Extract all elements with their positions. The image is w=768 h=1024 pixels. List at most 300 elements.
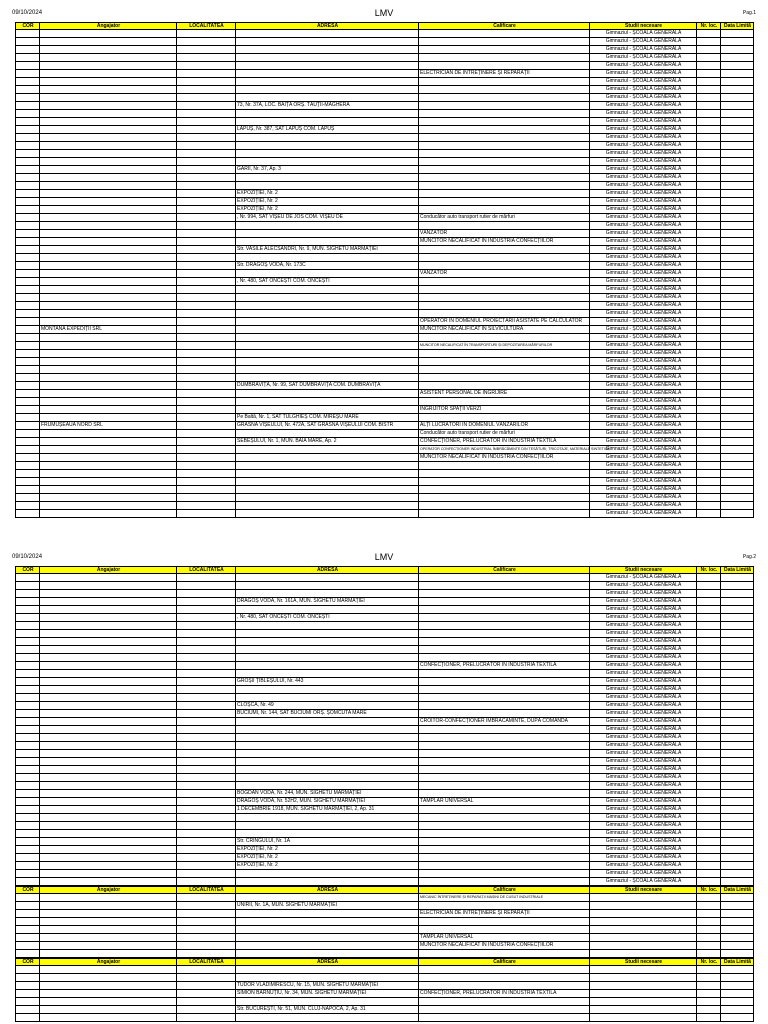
table-row xyxy=(15,262,754,270)
table-cell: Gimnaziul - ȘCOALĂ GENERALĂ xyxy=(589,502,696,510)
table-cell xyxy=(720,158,754,166)
table-cell xyxy=(720,54,754,62)
table-row xyxy=(15,62,754,70)
table-cell: 73, Nr. 37A, LOC. BAIȚA ORȘ. TĂUȚII-MĂGHERĂ xyxy=(235,102,418,110)
table-cell xyxy=(696,206,720,214)
table-cell xyxy=(235,310,418,318)
table-cell xyxy=(176,766,235,774)
table-cell xyxy=(418,726,589,734)
table-cell xyxy=(15,718,39,726)
table-cell: ÎNGRIJITOR SPAȚII VERZI xyxy=(418,406,589,414)
table-row xyxy=(15,286,754,294)
table-cell xyxy=(696,414,720,422)
table-row xyxy=(15,174,754,182)
table-cell xyxy=(176,590,235,598)
table-cell xyxy=(696,102,720,110)
table-cell xyxy=(39,382,176,390)
table-row xyxy=(15,742,754,750)
table-cell xyxy=(696,902,720,910)
table-cell xyxy=(39,46,176,54)
table-cell xyxy=(15,38,39,46)
table-cell: Str. DRAGOȘ VODĂ, Nr. 173C xyxy=(235,262,418,270)
table-cell xyxy=(696,430,720,438)
table-cell xyxy=(418,310,589,318)
table-cell xyxy=(235,94,418,102)
table-cell xyxy=(418,862,589,870)
table-row xyxy=(15,582,754,590)
table-row xyxy=(15,798,754,806)
table-cell xyxy=(176,54,235,62)
table-cell xyxy=(720,270,754,278)
table-cell xyxy=(418,598,589,606)
column-header: COR xyxy=(15,22,39,30)
table-cell xyxy=(696,62,720,70)
table-cell xyxy=(39,190,176,198)
table-cell xyxy=(720,30,754,38)
table-cell xyxy=(176,190,235,198)
table-cell: Gimnaziul - ȘCOALĂ GENERALĂ xyxy=(589,646,696,654)
table-row xyxy=(15,478,754,486)
table-cell xyxy=(235,398,418,406)
table-cell xyxy=(720,174,754,182)
table-cell xyxy=(15,166,39,174)
table-cell: Gimnaziul - ȘCOALĂ GENERALĂ xyxy=(589,398,696,406)
table-cell xyxy=(176,78,235,86)
table-row xyxy=(15,926,754,934)
table-row xyxy=(15,382,754,390)
table-cell xyxy=(696,710,720,718)
table-cell xyxy=(235,134,418,142)
table-cell xyxy=(418,86,589,94)
table-cell xyxy=(720,134,754,142)
table-cell xyxy=(418,878,589,886)
table-cell xyxy=(696,790,720,798)
table-cell xyxy=(39,470,176,478)
table-cell: Gimnaziul - ȘCOALĂ GENERALĂ xyxy=(589,230,696,238)
table-cell xyxy=(39,806,176,814)
table-cell xyxy=(720,902,754,910)
table-row xyxy=(15,590,754,598)
table-cell xyxy=(696,894,720,902)
table-cell xyxy=(696,990,720,998)
table-cell xyxy=(39,750,176,758)
table-row xyxy=(15,494,754,502)
table-cell xyxy=(176,182,235,190)
table-cell xyxy=(39,78,176,86)
table-cell xyxy=(39,150,176,158)
table-row xyxy=(15,214,754,222)
column-header: Calificare xyxy=(418,22,589,30)
table-cell: Gimnaziul - ȘCOALĂ GENERALĂ xyxy=(589,222,696,230)
table-cell xyxy=(39,254,176,262)
table-row xyxy=(15,790,754,798)
table-cell xyxy=(696,286,720,294)
table-cell xyxy=(418,766,589,774)
table-cell xyxy=(589,1014,696,1022)
table-cell xyxy=(418,638,589,646)
table-cell xyxy=(15,646,39,654)
table-cell xyxy=(176,470,235,478)
table-cell xyxy=(696,510,720,518)
table-cell xyxy=(720,662,754,670)
table-cell xyxy=(418,470,589,478)
table-cell xyxy=(720,998,754,1006)
table-cell xyxy=(176,782,235,790)
table-cell xyxy=(39,582,176,590)
table-cell xyxy=(418,38,589,46)
table-cell xyxy=(418,950,589,958)
table-cell xyxy=(235,718,418,726)
table-row xyxy=(15,726,754,734)
table-cell xyxy=(39,870,176,878)
table-cell: UNIRII, Nr. 1A, MUN. SIGHETU MARMAȚIEI xyxy=(235,902,418,910)
table-row xyxy=(15,350,754,358)
table-cell xyxy=(696,950,720,958)
table-cell xyxy=(696,302,720,310)
table-cell xyxy=(696,814,720,822)
table-row xyxy=(15,718,754,726)
table-cell xyxy=(235,350,418,358)
report-date: 09/10/2024 xyxy=(12,10,43,16)
table-cell: Gimnaziul - ȘCOALĂ GENERALĂ xyxy=(589,878,696,886)
table-cell xyxy=(15,390,39,398)
table-row xyxy=(15,126,754,134)
table-cell xyxy=(696,254,720,262)
table-cell xyxy=(176,726,235,734)
table-cell xyxy=(176,358,235,366)
table-cell xyxy=(39,430,176,438)
table-cell xyxy=(176,134,235,142)
table-cell xyxy=(720,190,754,198)
table-cell: EXPOZIȚIEI, Nr. 2 xyxy=(235,206,418,214)
table-cell xyxy=(15,150,39,158)
table-cell xyxy=(418,166,589,174)
table-cell: Gimnaziul - ȘCOALĂ GENERALĂ xyxy=(589,806,696,814)
table-cell xyxy=(696,622,720,630)
table-cell: Gimnaziul - ȘCOALĂ GENERALĂ xyxy=(589,774,696,782)
table-cell xyxy=(15,990,39,998)
table-cell xyxy=(720,414,754,422)
table-cell xyxy=(418,646,589,654)
table-cell xyxy=(176,166,235,174)
table-cell xyxy=(39,726,176,734)
table-cell xyxy=(235,230,418,238)
table-row xyxy=(15,198,754,206)
table-cell xyxy=(15,734,39,742)
table-cell xyxy=(720,366,754,374)
table-cell xyxy=(696,1006,720,1014)
table-cell xyxy=(418,870,589,878)
table-cell xyxy=(176,294,235,302)
table-cell xyxy=(39,838,176,846)
table-cell: BUCIUMI, Nr. 144, SAT BUCIUMI ORȘ. ȘOMCUTA MARE xyxy=(235,710,418,718)
table-cell: Gimnaziul - ȘCOALĂ GENERALĂ xyxy=(589,110,696,118)
table-cell xyxy=(418,654,589,662)
table-cell xyxy=(176,326,235,334)
table-cell xyxy=(720,350,754,358)
table-cell xyxy=(418,750,589,758)
table-cell xyxy=(15,486,39,494)
table-cell xyxy=(176,638,235,646)
table-row xyxy=(15,734,754,742)
table-cell xyxy=(720,446,754,454)
table-cell xyxy=(235,630,418,638)
table-cell xyxy=(39,894,176,902)
table-cell: GRASNA VIȘEULUI, Nr. 472A, SAT GRASNA VIȘEULUI COM. BISTR xyxy=(235,422,418,430)
table-cell xyxy=(720,430,754,438)
table-cell xyxy=(176,150,235,158)
table-cell xyxy=(15,62,39,70)
table-cell xyxy=(15,710,39,718)
table-row xyxy=(15,166,754,174)
table-cell xyxy=(176,406,235,414)
table-cell xyxy=(176,318,235,326)
table-cell: Pe Baltă, Nr. 1, SAT TULGHIEȘ COM. MIREȘU MARE xyxy=(235,414,418,422)
table-cell xyxy=(39,390,176,398)
table-cell xyxy=(176,894,235,902)
table-cell xyxy=(235,366,418,374)
table-cell xyxy=(235,326,418,334)
table-cell xyxy=(720,310,754,318)
table-cell xyxy=(15,142,39,150)
table-cell xyxy=(39,406,176,414)
table-cell xyxy=(176,270,235,278)
table-row xyxy=(15,622,754,630)
table-cell xyxy=(39,318,176,326)
table-cell xyxy=(176,198,235,206)
table-cell xyxy=(15,854,39,862)
table-cell xyxy=(696,294,720,302)
table-cell: Gimnaziul - ȘCOALĂ GENERALĂ xyxy=(589,470,696,478)
table-cell: Gimnaziul - ȘCOALĂ GENERALĂ xyxy=(589,190,696,198)
column-header: Data Limită xyxy=(720,566,754,574)
table-cell xyxy=(176,350,235,358)
table-cell: MUNCITOR NECALIFICAT ÎN INDUSTRIA CONFECȚIILOR xyxy=(418,238,589,246)
table-cell: Gimnaziul - ȘCOALĂ GENERALĂ xyxy=(589,270,696,278)
table-cell xyxy=(696,334,720,342)
table-cell xyxy=(15,30,39,38)
table-cell xyxy=(15,366,39,374)
table-cell: Gimnaziul - ȘCOALĂ GENERALĂ xyxy=(589,798,696,806)
table-cell xyxy=(235,734,418,742)
table-cell xyxy=(696,366,720,374)
table-cell: Gimnaziul - ȘCOALĂ GENERALĂ xyxy=(589,118,696,126)
table-cell xyxy=(696,198,720,206)
table-cell xyxy=(696,926,720,934)
table-row xyxy=(15,662,754,670)
table-cell xyxy=(418,278,589,286)
table-cell xyxy=(15,782,39,790)
table-cell xyxy=(39,38,176,46)
table-cell xyxy=(235,150,418,158)
table-cell xyxy=(39,830,176,838)
table-cell xyxy=(235,486,418,494)
table-cell xyxy=(720,934,754,942)
table-cell xyxy=(696,726,720,734)
table-cell xyxy=(696,326,720,334)
table-cell xyxy=(176,246,235,254)
table-row xyxy=(15,222,754,230)
table-cell xyxy=(15,982,39,990)
table-cell: Gimnaziul - ȘCOALĂ GENERALĂ xyxy=(589,158,696,166)
table-cell xyxy=(696,142,720,150)
table-cell xyxy=(176,702,235,710)
table-cell xyxy=(696,86,720,94)
table-cell xyxy=(696,30,720,38)
table-cell: Gimnaziul - ȘCOALĂ GENERALĂ xyxy=(589,166,696,174)
table-cell: Gimnaziul - ȘCOALĂ GENERALĂ xyxy=(589,70,696,78)
table-cell: CROITOR-CONFECȚIONER ÎMBRĂCĂMINTE, DUPĂ COMANDĂ xyxy=(418,718,589,726)
table-cell xyxy=(696,806,720,814)
table-cell xyxy=(696,214,720,222)
table-cell xyxy=(720,214,754,222)
table-cell xyxy=(235,814,418,822)
table-cell xyxy=(418,262,589,270)
table-cell xyxy=(696,246,720,254)
table-cell xyxy=(176,222,235,230)
table-cell: MUNCITOR NECALIFICAT ÎN INDUSTRIA CONFECȚIILOR xyxy=(418,942,589,950)
table-cell xyxy=(696,158,720,166)
table-cell xyxy=(720,478,754,486)
table-cell xyxy=(15,830,39,838)
table-cell xyxy=(176,582,235,590)
table-cell: Gimnaziul - ȘCOALĂ GENERALĂ xyxy=(589,54,696,62)
table-cell xyxy=(720,926,754,934)
table-row xyxy=(15,814,754,822)
table-cell xyxy=(176,942,235,950)
table-cell xyxy=(235,766,418,774)
table-cell xyxy=(418,366,589,374)
table-cell: Gimnaziul - ȘCOALĂ GENERALĂ xyxy=(589,606,696,614)
table-cell xyxy=(720,38,754,46)
table-cell: Gimnaziul - ȘCOALĂ GENERALĂ xyxy=(589,390,696,398)
table-row xyxy=(15,94,754,102)
table-cell xyxy=(418,846,589,854)
table-cell xyxy=(15,838,39,846)
table-cell xyxy=(15,910,39,918)
table-cell: Str. CRÎNGULUI, Nr. 1A xyxy=(235,838,418,846)
table-row xyxy=(15,750,754,758)
table-cell xyxy=(418,502,589,510)
table-cell xyxy=(39,982,176,990)
table-cell: SEBEȘULUI, Nr. 1, MUN. BAIA MARE, Ap. 2 xyxy=(235,438,418,446)
table-cell xyxy=(39,926,176,934)
table-cell xyxy=(696,774,720,782)
table-cell xyxy=(418,998,589,1006)
table-cell xyxy=(15,278,39,286)
table-cell xyxy=(176,438,235,446)
table-cell xyxy=(176,334,235,342)
table-row xyxy=(15,942,754,950)
table-cell xyxy=(696,238,720,246)
table-cell xyxy=(39,654,176,662)
table-cell xyxy=(15,1006,39,1014)
table-cell xyxy=(720,782,754,790)
table-cell xyxy=(39,774,176,782)
page-header xyxy=(0,8,768,22)
table-cell: Gimnaziul - ȘCOALĂ GENERALĂ xyxy=(589,766,696,774)
table-cell: Gimnaziul - ȘCOALĂ GENERALĂ xyxy=(589,430,696,438)
table-row xyxy=(15,470,754,478)
table-cell xyxy=(418,710,589,718)
table-cell xyxy=(696,750,720,758)
table-cell xyxy=(39,718,176,726)
table-cell xyxy=(418,926,589,934)
table-cell: Gimnaziul - ȘCOALĂ GENERALĂ xyxy=(589,678,696,686)
table-cell xyxy=(418,966,589,974)
table-cell xyxy=(15,134,39,142)
table-cell xyxy=(235,590,418,598)
table-cell xyxy=(720,774,754,782)
table-cell xyxy=(176,854,235,862)
table-cell xyxy=(418,62,589,70)
table-row xyxy=(15,342,754,350)
table-cell xyxy=(696,166,720,174)
table-cell xyxy=(15,118,39,126)
table-cell xyxy=(720,246,754,254)
table-cell xyxy=(696,462,720,470)
column-header: LOCALITATEA xyxy=(176,958,235,966)
table-cell xyxy=(176,934,235,942)
table-cell xyxy=(696,494,720,502)
table-cell xyxy=(176,30,235,38)
table-cell xyxy=(176,678,235,686)
table-cell xyxy=(418,374,589,382)
table-cell xyxy=(15,902,39,910)
table-cell xyxy=(39,118,176,126)
table-cell xyxy=(696,318,720,326)
table-cell xyxy=(720,766,754,774)
column-header: ADRESA xyxy=(235,958,418,966)
table-cell xyxy=(720,438,754,446)
table-cell xyxy=(39,374,176,382)
table-cell xyxy=(418,1006,589,1014)
table-cell xyxy=(720,598,754,606)
table-cell xyxy=(418,814,589,822)
table-cell xyxy=(15,822,39,830)
table-cell xyxy=(176,846,235,854)
table-cell xyxy=(15,654,39,662)
table-cell xyxy=(235,638,418,646)
table-cell xyxy=(15,78,39,86)
table-cell: TÂMPLAR UNIVERSAL xyxy=(418,934,589,942)
table-cell: Gimnaziul - ȘCOALĂ GENERALĂ xyxy=(589,246,696,254)
table-row xyxy=(15,366,754,374)
table-cell xyxy=(235,294,418,302)
column-header: Angajator xyxy=(39,22,176,30)
table-row xyxy=(15,838,754,846)
table-row xyxy=(15,870,754,878)
table-cell xyxy=(696,694,720,702)
table-cell xyxy=(418,118,589,126)
table-cell: Gimnaziul - ȘCOALĂ GENERALĂ xyxy=(589,254,696,262)
table-cell xyxy=(696,70,720,78)
table-cell: CONFECȚIONER, PRELUCRĂTOR ÎN INDUSTRIA TEXTILĂ xyxy=(418,990,589,998)
table-cell xyxy=(15,422,39,430)
table-cell xyxy=(720,262,754,270)
column-header: ADRESA xyxy=(235,22,418,30)
table-cell xyxy=(15,54,39,62)
column-header: Nr. loc. xyxy=(696,566,720,574)
table-row xyxy=(15,766,754,774)
table-cell xyxy=(176,478,235,486)
table-cell xyxy=(418,254,589,262)
table-row xyxy=(15,438,754,446)
table-cell xyxy=(235,430,418,438)
table-cell xyxy=(418,982,589,990)
table-cell xyxy=(15,46,39,54)
table-cell xyxy=(39,174,176,182)
